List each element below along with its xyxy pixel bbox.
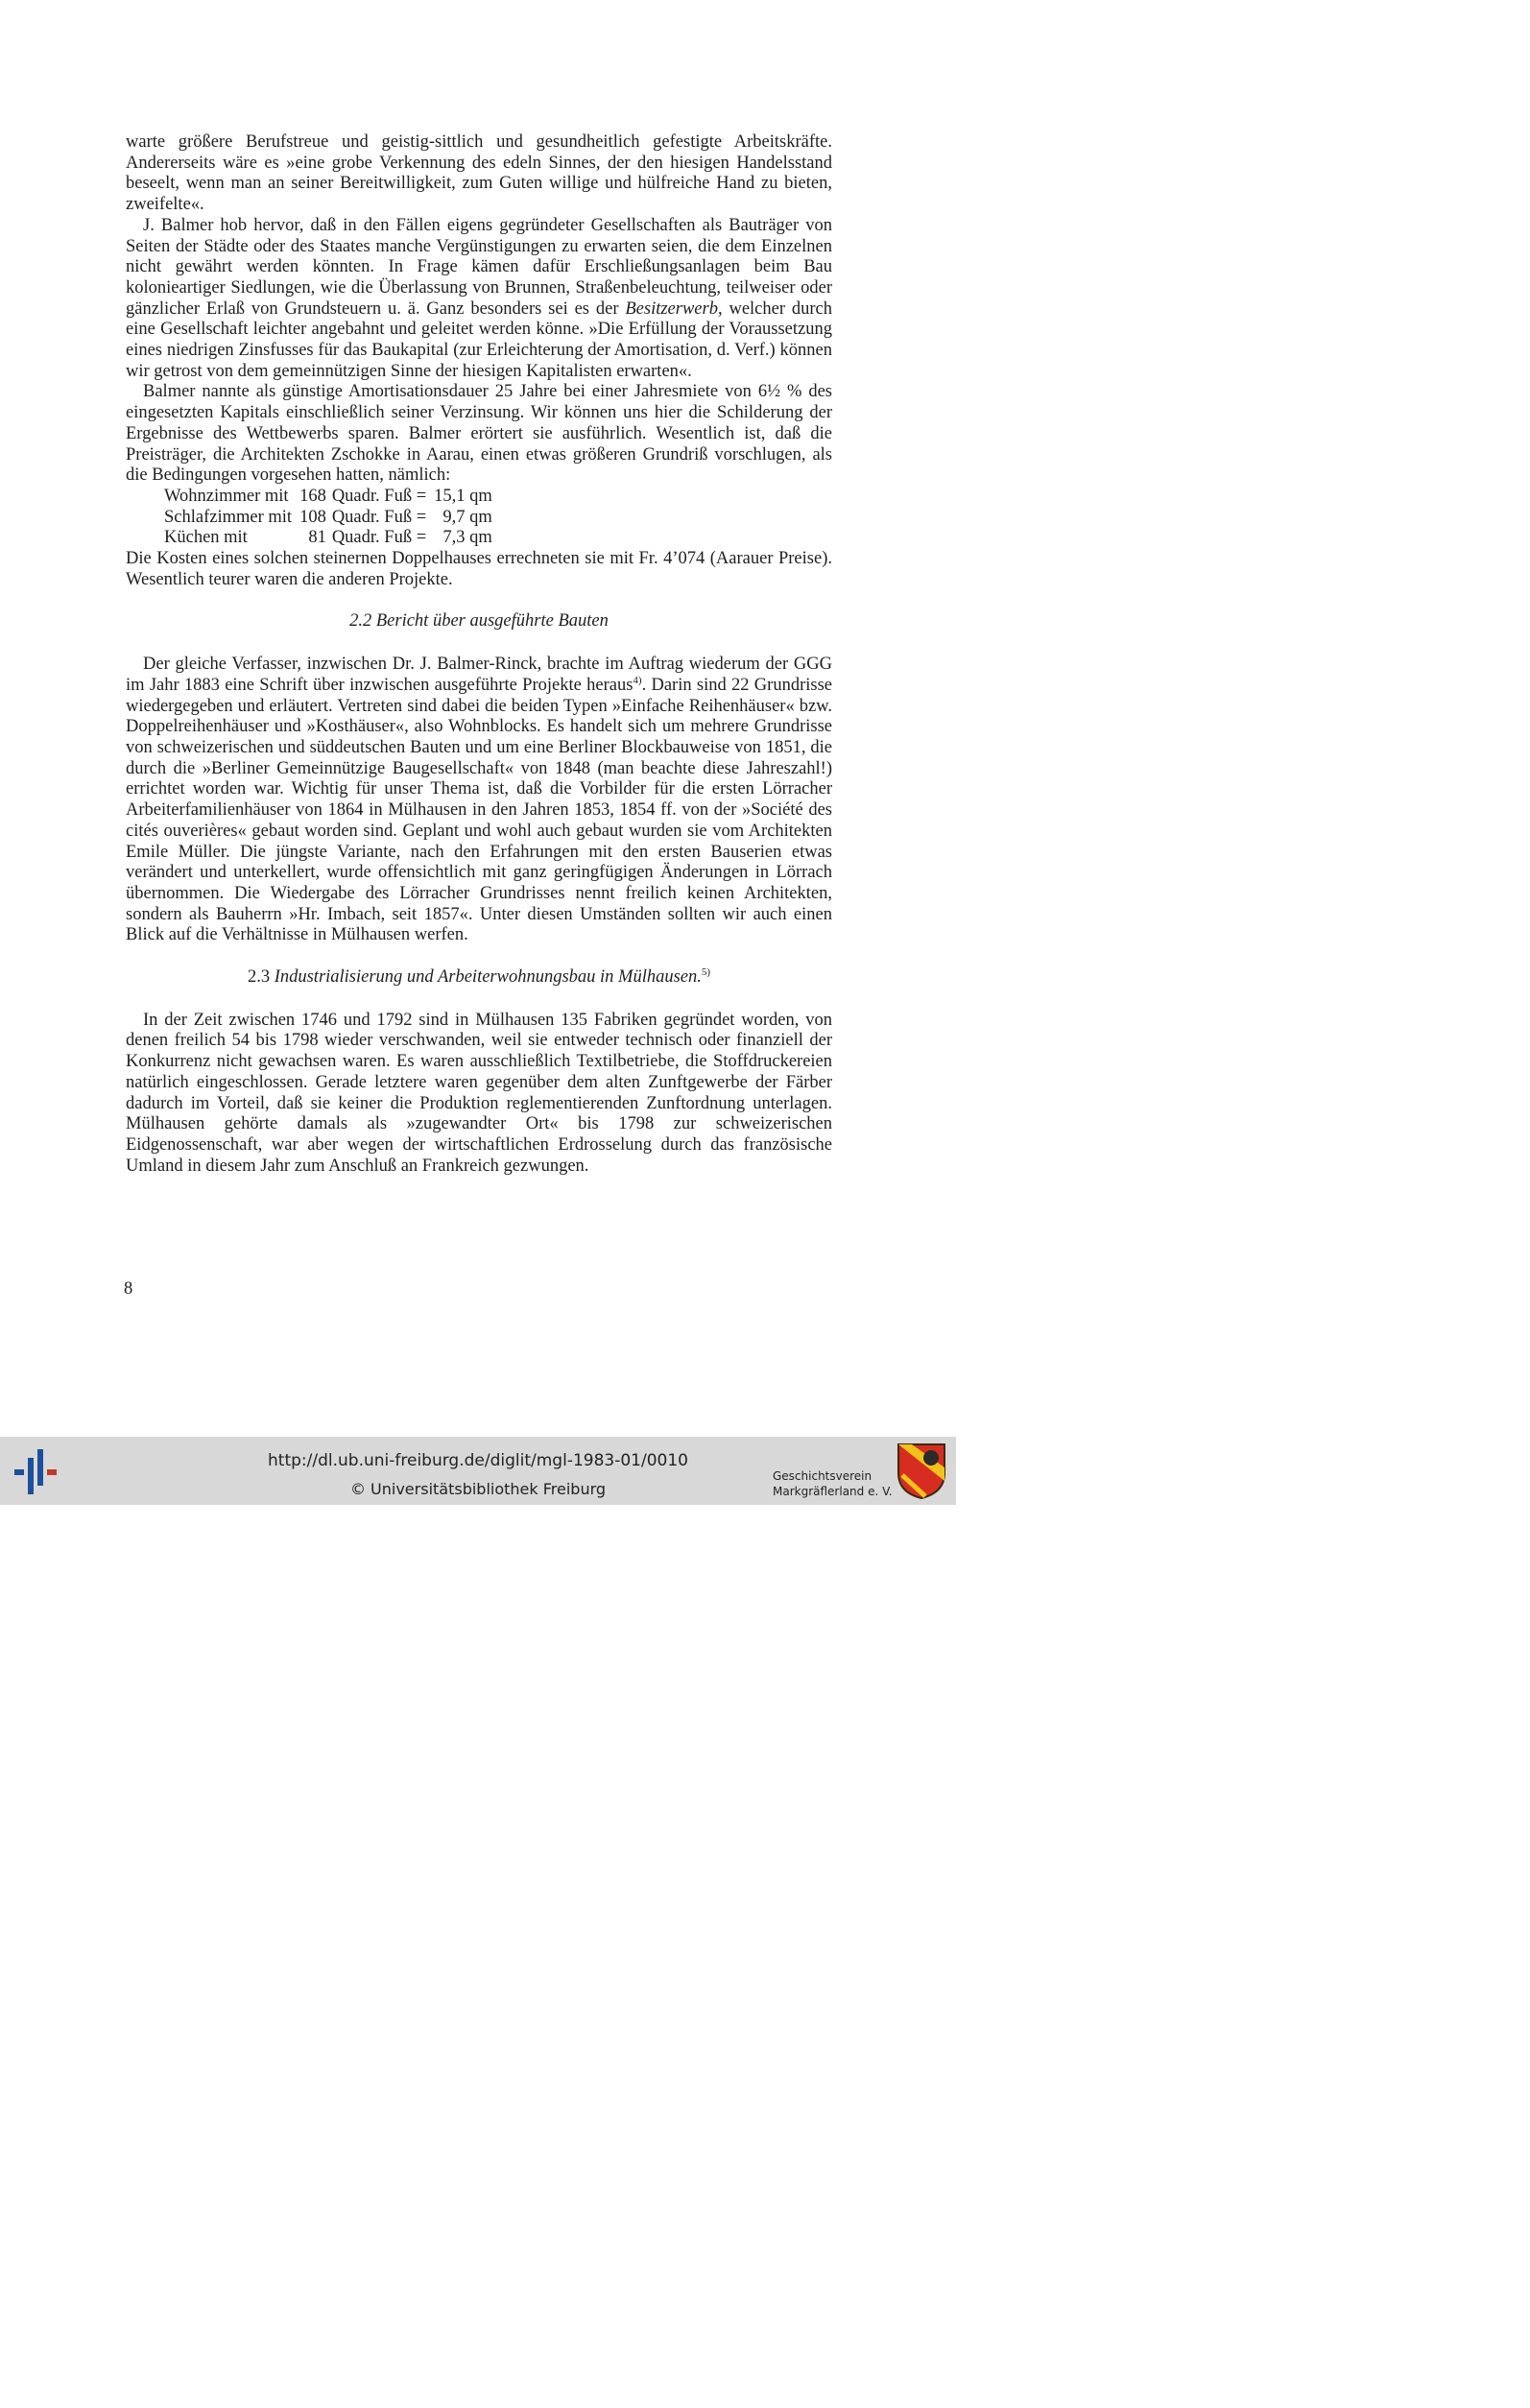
table-row [164,487,498,508]
paragraph-text: J. Balmer hob hervor, daß in den Fällen eigens gegründeter Gesellschaften als Bauträger von Seiten der Städte oder des Staates manche Vergünstigungen zu erwarten seien, die dem Einzelnen nicht gewährt werden könnten. In Frage kämen dafür Erschließungsanlagen beim Bau kolonieartiger Siedlungen, wie die Überlassung von Brunnen, Straßenbeleuchtung, teilweiser oder gänzlicher Erlaß von Grundsteuern u. ä. Ganz besonders sei es der [126,215,832,319]
viewer-footer [0,1437,956,1505]
qm-cell: 9,7 qm [442,507,492,527]
paragraph: In der Zeit zwischen 1746 und 1792 sind in Mülhausen 135 Fabriken gegründet worden, von denen freilich 54 bis 1798 wieder verschwanden, weil sie entweder technisch oder finanziell der Konkurrenz nicht gewachsen waren. Es waren ausschließlich Textilbetriebe, die Stoffdruckereien natürlich eingeschlossen. Gerade letztere waren gegenüber dem alten Zunftgewerbe der Färber dadurch im Vorteil, daß sie keiner die Produktion reglementierenden Zunftordnung unterlagen. Mülhausen gehörte damals als »zugewandter Ort« bis 1798 zur schweizerischen Eidgenossenschaft, war aber wegen der wirtschaftlichen Erdrosselung durch das französische Umland in diesem Jahr zum Anschluß an Frankreich gezwungen. [126,1010,832,1176]
publisher-line: Markgräflerland e. V. [773,1485,893,1498]
section-heading [126,967,832,989]
coat-of-arms-icon [896,1442,946,1500]
page-body [126,132,832,1177]
paragraph [126,216,832,383]
table-row [164,528,498,549]
emphasis-text: Besitzerwerb [625,298,718,319]
page-number: 8 [124,1279,133,1299]
paragraph [126,655,832,946]
value-cell: 168 [299,486,326,506]
paragraph: Balmer nannte als günstige Amortisationsdauer 25 Jahre bei einer Jahresmiete von 6½ % des eingesetzten Kapitals einschließlich seiner Verzinsung. Wir können uns hier die Schilderung der Ergebnisse des Wettbewerbs sparen. Balmer erörtert sie ausführlich. Wesentlich ist, daß die Preisträger, die Architekten Zschokke in Aarau, einen etwas größeren Grundriß vorschlugen, als die Bedingungen vorgesehen hatten, nämlich: [126,382,832,486]
publisher-line: Geschichtsverein [773,1469,873,1483]
section-title: Industrialisierung und Arbeiterwohnungsbau in Mülhausen. [274,967,702,988]
paragraph: Die Kosten eines solchen steinernen Doppelhauses errechneten sie mit Fr. 4’074 (Aarauer Preise). Wesentlich teurer waren die anderen Projekte. [126,549,832,589]
room-dimensions-table [164,487,498,549]
paragraph: warte größere Berufstreue und geistig-sittlich und gesundheitlich gefestigte Arbeitskräfte. Andererseits wäre es »eine grobe Verkennung des edeln Sinnes, der den hiesigen Handelsstand beseelt, wenn man an seiner Bereitwilligkeit, zum Guten willige und hülfreiche Hand zu bieten, zweifelte«. [126,132,832,215]
room-cell: Küchen mit [164,528,248,548]
footnote-marker: 5) [701,966,711,978]
source-url-link[interactable]: http://dl.ub.uni-freiburg.de/diglit/mgl-1983-01/0010 [268,1451,688,1470]
table-row [164,508,498,529]
value-cell: 81 [308,528,326,548]
value-cell: 108 [299,507,326,527]
section-heading: 2.2 Bericht über ausgeführte Bauten [349,611,609,632]
paragraph-text: Der gleiche Verfasser, inzwischen Dr. J. Balmer-Rinck, brachte im Auftrag wiederum der GGG im Jahr 1883 eine Schrift über inzwischen ausgeführte Projekte heraus [126,655,832,695]
unit-cell: Quadr. Fuß = [331,528,427,548]
unit-cell: Quadr. Fuß = [331,486,427,506]
publisher-name [773,1468,893,1499]
paragraph-text: , welcher durch eine Gesellschaft leichter angebahnt und geleitet werden könne. »Die Erfüllung der Voraussetzung eines niedrigen Zinsfusses für das Baukapital (zur Erleichterung der Amortisation, d. Verf.) können wir getrost von dem gemeinnützigen Sinne der hiesigen Kapitalisten erwarten«. [126,298,832,381]
room-cell: Schlafzimmer mit [164,507,293,527]
room-cell: Wohnzimmer mit [164,486,289,506]
footnote-marker: 4) [633,674,642,686]
qm-cell: 15,1 qm [434,486,492,506]
unit-cell: Quadr. Fuß = [331,507,427,527]
section-number: 2.3 [247,967,271,988]
qm-cell: 7,3 qm [442,528,492,548]
copyright-text: © Universitätsbibliothek Freiburg [349,1480,607,1498]
paragraph-text: . Darin sind 22 Grundrisse wiedergegeben und erläutert. Vertreten sind dabei die beiden Typen »Einfache Reihenhäuser« bzw. Doppelreihenhäuser und »Kosthäuser«, also Wohnblocks. Es handelt sich um mehrere Grundrisse von schweizerischen und süddeutschen Bauten und um eine Berliner Blockbauweise von 1851, die durch die »Berliner Gemeinnützige Baugesellschaft« von 1848 (man beachte diese Jahreszahl!) errichtet worden war. Wichtig für unser Thema ist, daß die Vorbilder für die ersten Lörracher Arbeiterfamilienhäuser von 1864 in Mülhausen in den Jahren 1853, 1854 ff. von der »Société des cités ouverières« gebaut worden sind. Geplant und wohl auch gebaut wurden sie vom Architekten Emile Müller. Die jüngste Variante, nach den Erfahrungen mit den ersten Bauserien etwas verändert und unterkellert, wurde offensichtlich mit ganz geringfügigen Änderungen in Lörrach übernommen. Die Wiedergabe des Lörracher Grundrisses nennt freilich keinen Architekten, sondern als Bauherrn »Hr. Imbach, seit 1857«. Unter diesen Umständen sollten wir auch einen Blick auf die Verhältnisse in Mülhausen werfen. [126,675,832,945]
